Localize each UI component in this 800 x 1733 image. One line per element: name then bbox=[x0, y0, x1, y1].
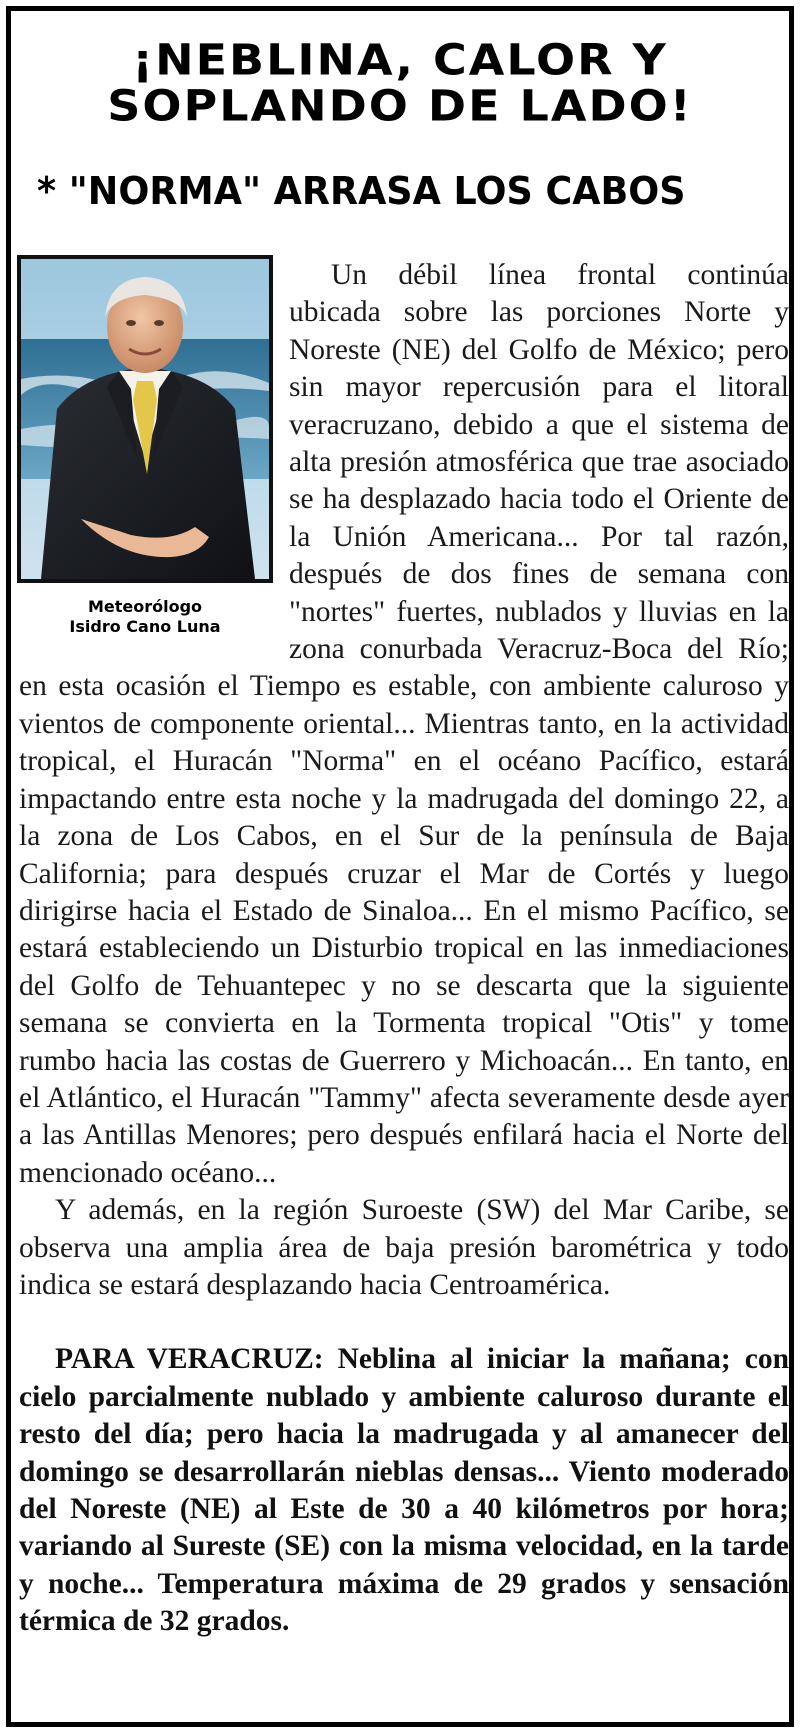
veracruz-forecast: PARA VERACRUZ: Neblina al iniciar la mañana; con cielo parcialmente nublado y ambiente caluroso durante el resto del día; pero hacia la madrugada y al amanecer del domingo se desarrollarán nieblas densas... Viento moderado del Noreste (NE) al Este de 30 a 40 kilómetros por hora; variando al Sureste (SE) con la misma velocidad, en la tarde y noche... Temperatura máxima de 29 grados y sensación térmica de 32 grados. bbox=[19, 1343, 789, 1638]
body-paragraph-1: Un débil línea frontal continúa ubicada sobre las porciones Norte y Noreste (NE) del Golfo de México; pero sin mayor repercusión para el litoral veracruzano, debido a que el sistema de alta presión atmosférica que trae asociado se ha desplazado hacia todo el Oriente de la Unión Americana... Por tal razón, después de dos fines de semana con "nortes" fuertes, nublados y lluvias en la zona conurbada Veracruz-Boca del Río; en esta ocasión el Tiempo es estable, con ambiente caluroso y vientos de componente oriental... Mientras tanto, en la actividad tropical, el Huracán "Norma" en el océano Pacífico, estará impactando entre esta noche y la madrugada del domingo 22, a la zona de Los Cabos, en el Sur de la península de Baja California; para después cruzar el Mar de Cortés y luego dirigirse hacia el Estado de Sinaloa... En el mismo Pacífico, se estará estableciendo un Disturbio tropical en las inmediaciones del Golfo de Tehuantepec y no se descarta que la siguiente semana se convierta en la Tormenta tropical "Otis" y tome rumbo hacia las costas de Guerrero y Michoacán... En tanto, en el Atlántico, el Huracán "Tammy" afecta severamente desde ayer a las Antillas Menores; pero después enfilará hacia el Norte del mencionado océano... bbox=[19, 259, 789, 1189]
caption-title: Meteorólogo bbox=[87, 597, 203, 616]
article-frame bbox=[6, 6, 794, 1727]
caption-name: Isidro Cano Luna bbox=[69, 617, 221, 636]
body-paragraph-2: Y además, en la región Suroeste (SW) del Mar Caribe, se observa una amplia área de baja presión barométrica y todo indica se estará desplazando hacia Centroamérica. bbox=[19, 1194, 789, 1301]
headline-line-2: SOPLANDO DE LADO! bbox=[107, 81, 693, 131]
headline bbox=[11, 37, 789, 129]
article-body bbox=[19, 257, 789, 1641]
headline-line-1: ¡NEBLINA, CALOR Y bbox=[132, 35, 668, 85]
photo-float-spacer bbox=[19, 257, 289, 639]
subheadline: * "NORMA" ARRASA LOS CABOS bbox=[37, 169, 686, 213]
